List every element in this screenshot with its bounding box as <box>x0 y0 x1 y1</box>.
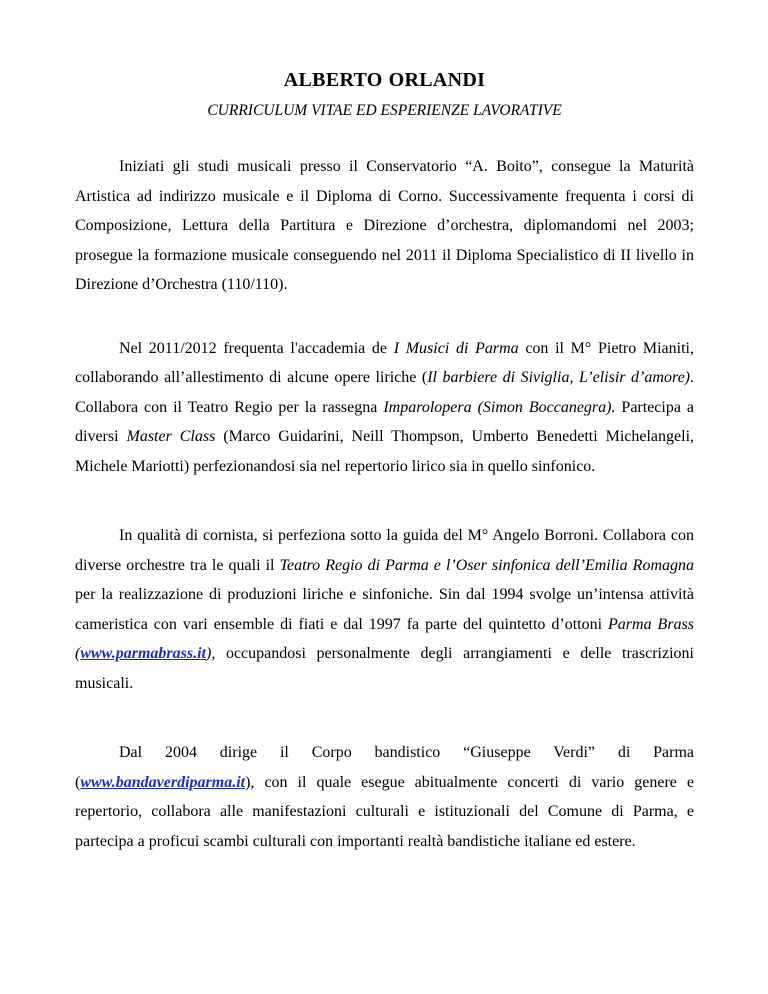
title-last-name: ORLANDI <box>388 69 486 91</box>
paragraph-band-text-1: Dal 2004 dirige il Corpo bandistico “Giuseppe Verdi” di Parma ( <box>75 744 694 791</box>
paragraph-band-text-2: ), con il quale esegue abitualmente concerti di vario genere e repertorio, collabora alle manifestazioni culturali e istituzionali del Comune di Parma, e partecipa a proficui scambi culturali con importanti realtà bandistiche italiane ed estere. <box>75 773 694 850</box>
paragraph-band <box>75 738 694 856</box>
paragraph-academy-italic-3: Imparolopera (Simon Boccanegra). <box>383 398 616 416</box>
paragraph-academy-text-4: Partecipa a diversi <box>75 398 695 445</box>
paragraph-academy <box>75 334 694 482</box>
title-first-name: ALBERTO <box>283 69 383 91</box>
paragraph-horn-text-3: occupandosi personalmente degli arrangiamenti e delle trascrizioni musicali. <box>75 645 694 692</box>
paragraph-studies: Iniziati gli studi musicali presso il Conservatorio “A. Boito”, consegue la Maturità Artistica ad indirizzo musicale e il Diploma di Corno. Successivamente frequenta i corsi di Composizione, Lettura della Partitura e Direzione d’orchestra, diplomandomi nel 2003; prosegue la formazione musicale conseguendo nel 2011 il Diploma Specialistico di II livello in Direzione d’Orchestra (110/110). <box>75 158 694 293</box>
paragraph-academy-italic-2: Il barbiere di Siviglia, L’elisir d’amore) <box>427 369 691 386</box>
paragraph-academy-text-5: (Marco Guidarini, Neill Thompson, Umberto Benedetti Michelangeli, Michele Mariotti) perfezionandosi sia nel repertorio lirico sia in quello sinfonico. <box>75 428 695 475</box>
document-page <box>75 58 694 856</box>
document-subtitle: CURRICULUM VITAE ED ESPERIENZE LAVORATIVE <box>207 102 562 119</box>
paragraph-academy-text-1: Nel 2011/2012 frequenta l'accademia de <box>119 339 394 357</box>
paragraph-horn-text-1: In qualità di cornista, si perfeziona sotto la guida del M° Angelo Borroni. Collabora con diverse orchestre tra le quali il <box>75 527 694 574</box>
paragraph-horn-text-2: per la realizzazione di produzioni liriche e sinfoniche. Sin dal 1994 svolge un’intensa attività cameristica con vari ensemble di fiati e dal 1997 fa parte del quintetto d’ottoni <box>75 586 694 633</box>
parmabrass-link[interactable]: www.parmabrass.it <box>80 645 206 662</box>
paragraph-horn-italic-3: ), <box>206 645 216 662</box>
paragraph-horn-italic-2: Parma Brass ( <box>75 615 694 662</box>
bandaverdiparma-link[interactable]: www.bandaverdiparma.it <box>80 773 246 791</box>
paragraph-academy-italic-1: I Musici di Parma <box>393 339 519 357</box>
document-title <box>75 66 694 94</box>
paragraph-academy-italic-4: Master Class <box>126 428 216 445</box>
paragraph-academy-text-3: . Collabora con il Teatro Regio per la rassegna <box>75 369 695 416</box>
paragraph-horn <box>75 521 694 698</box>
paragraph-academy-text-2: con il M° Pietro Mianiti, collaborando all’allestimento di alcune opere liriche ( <box>75 339 694 386</box>
paragraph-horn-italic-1: Teatro Regio di Parma e l’Oser sinfonica dell’Emilia Romagna <box>279 556 695 574</box>
